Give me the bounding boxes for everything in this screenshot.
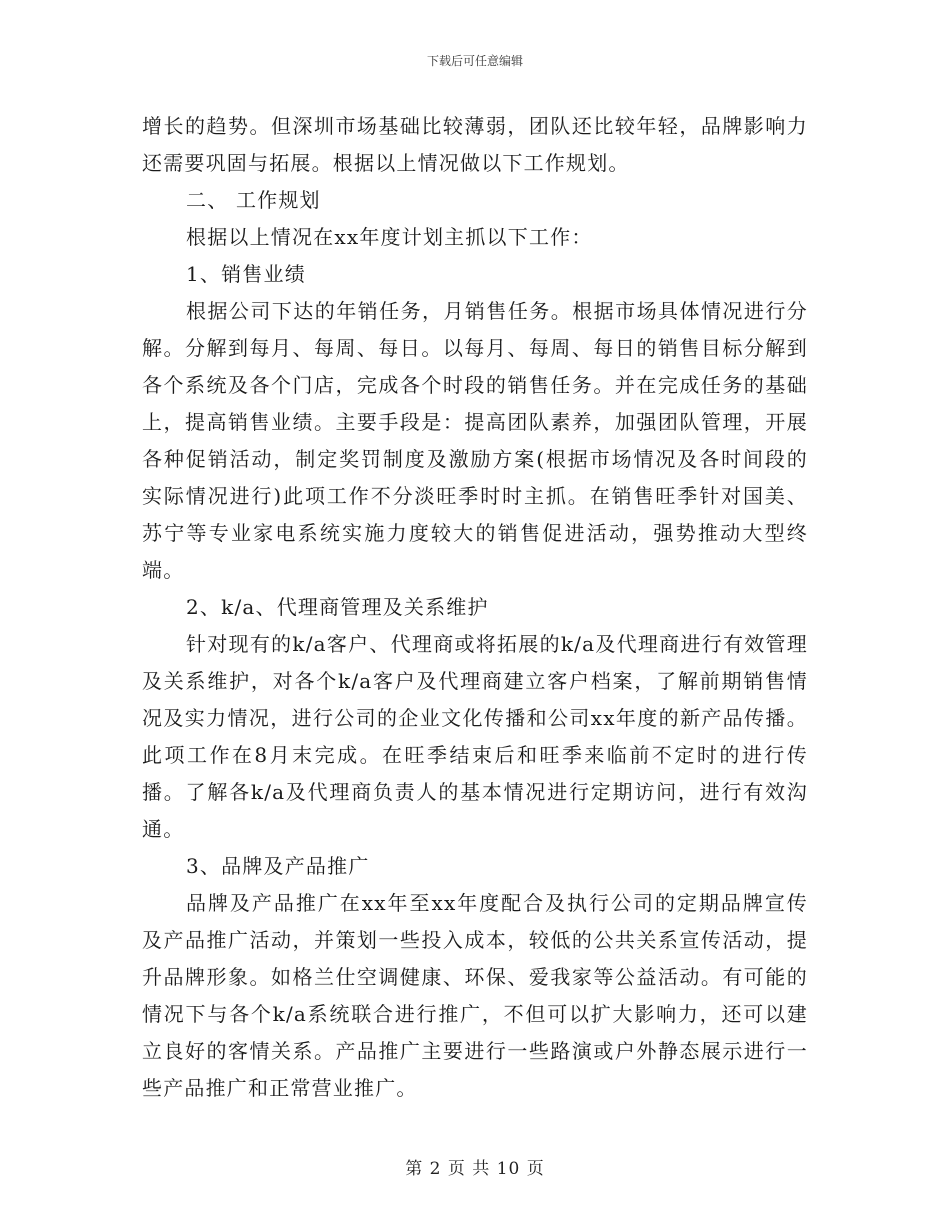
paragraph-intro-continuation: 增长的趋势。但深圳市场基础比较薄弱，团队还比较年轻，品牌影响力还需要巩固与拓展。根据以上情况做以下工作规划。	[142, 114, 808, 175]
document-body	[142, 108, 808, 1107]
subheading-sales-performance: 1、销售业绩	[186, 262, 306, 286]
paragraph-brand-product-promotion: 品牌及产品推广在xx年至xx年度配合及执行公司的定期品牌宣传及产品推广活动，并策划一些投入成本，较低的公共关系宣传活动，提升品牌形象。如格兰仕空调健康、环保、爱我家等公益活动。有可能的情况下与各个k/a系统联合进行推广，不但可以扩大影响力，还可以建立良好的客情关系。产品推广主要进行一些路演或户外静态展示进行一些产品推广和正常营业推广。	[142, 891, 808, 1100]
paragraph-sales-performance: 根据公司下达的年销任务，月销售任务。根据市场具体情况进行分解。分解到每月、每周、每日。以每月、每周、每日的销售目标分解到各个系统及各个门店，完成各个时段的销售任务。并在完成任务的基础上，提高销售业绩。主要手段是：提高团队素养，加强团队管理，开展各种促销活动，制定奖罚制度及激励方案(根据市场情况及各时间段的实际情况进行)此项工作不分淡旺季时时主抓。在销售旺季针对国美、苏宁等专业家电系统实施力度较大的销售促进活动，强势推动大型终端。	[142, 299, 808, 582]
page-number-footer: 第 2 页 共 10 页	[405, 1159, 545, 1179]
subheading-ka-agent-management: 2、k/a、代理商管理及关系维护	[186, 595, 489, 619]
paragraph-plan-intro: 根据以上情况在xx年度计划主抓以下工作：	[186, 225, 593, 249]
paragraph-ka-agent-management: 针对现有的k/a客户、代理商或将拓展的k/a及代理商进行有效管理及关系维护，对各个k/a客户及代理商建立客户档案，了解前期销售情况及实力情况，进行公司的企业文化传播和公司xx年度的新产品传播。此项工作在8月末完成。在旺季结束后和旺季来临前不定时的进行传播。了解各k/a及代理商负责人的基本情况进行定期访问，进行有效沟通。	[142, 632, 808, 841]
section-heading-work-plan: 二、 工作规划	[186, 188, 321, 212]
subheading-brand-product-promotion: 3、品牌及产品推广	[186, 854, 370, 878]
page-header-note: 下载后可任意编辑	[426, 54, 523, 68]
